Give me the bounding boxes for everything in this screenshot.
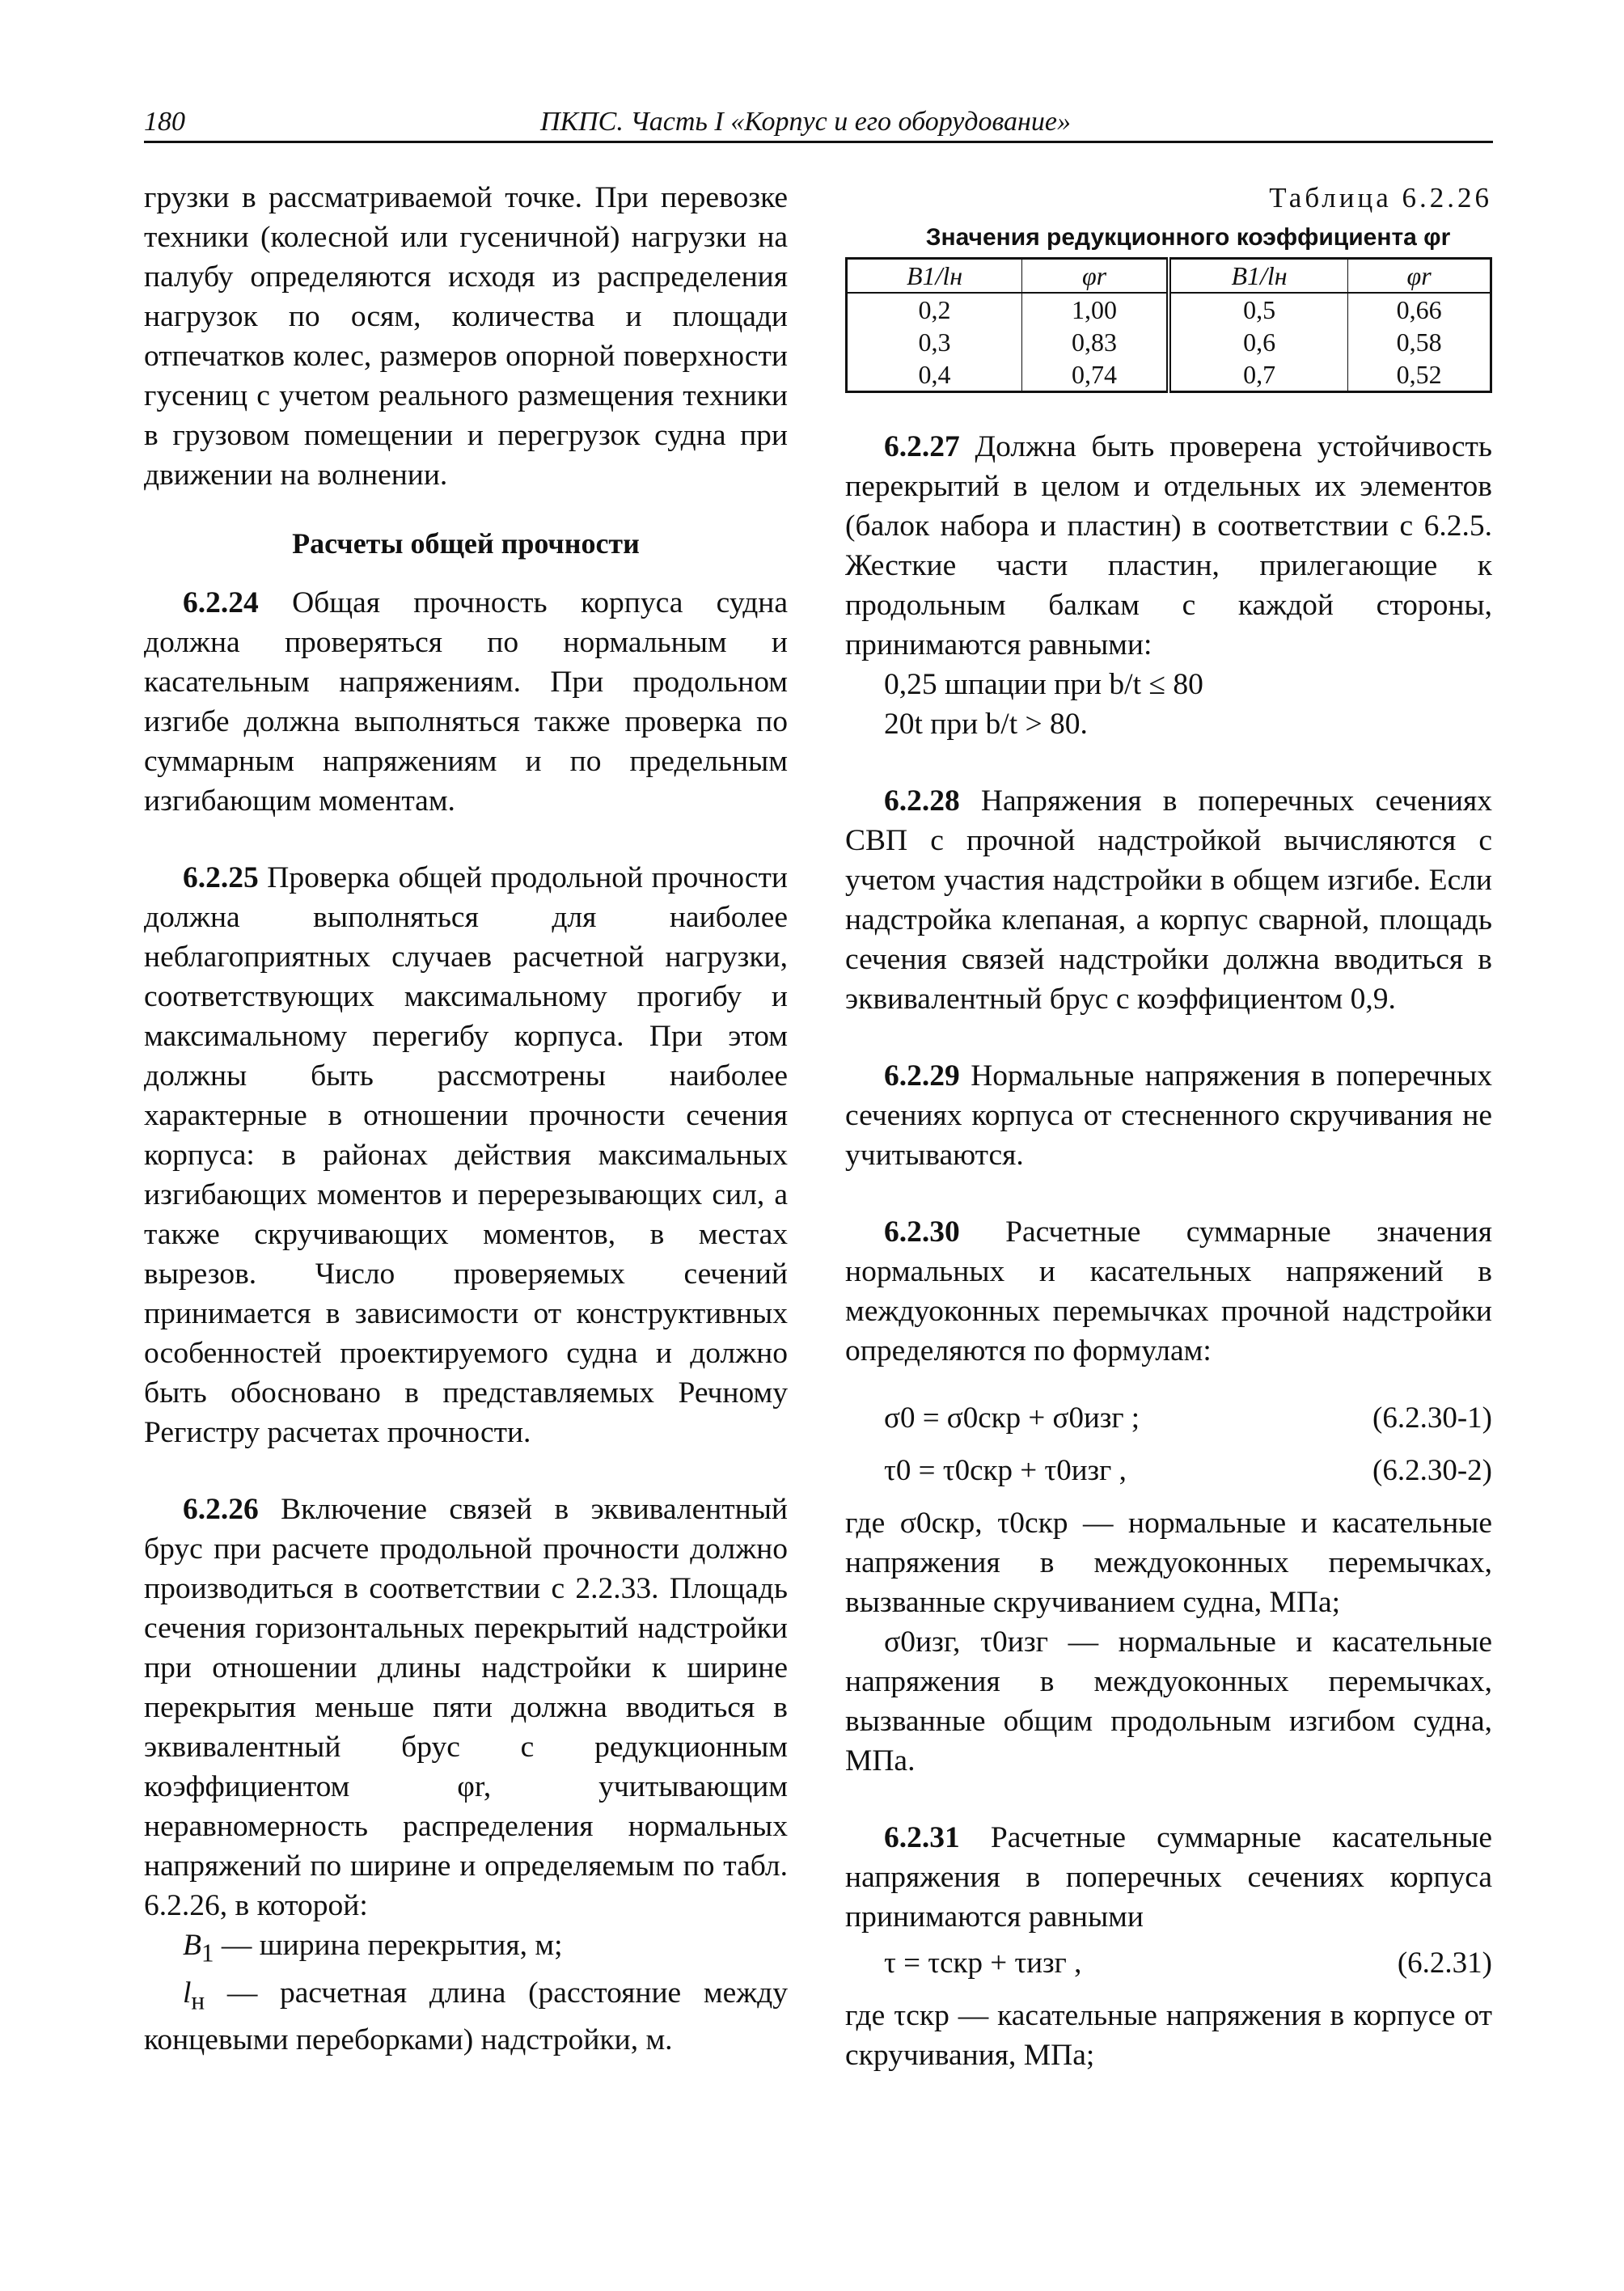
table-header-cell: φr [1348,259,1491,294]
table-title: Значения редукционного коэффициента φr [925,224,1451,251]
table-cell: 0,7 [1169,358,1348,392]
clause-text: Нормальные напряжения в поперечных сечениях корпуса от стесненного скручивания не учитываются. [845,1059,1492,1172]
symbol-subscript: н [191,1986,205,2014]
table-cell: 0,58 [1348,326,1491,358]
clause-number: 6.2.30 [884,1215,960,1249]
right-column [845,178,1492,2075]
paragraph-6-2-27 [845,427,1492,665]
paragraph-continuation: грузки в рассматриваемой точке. При перевозке техники (колесной или гусеничной) нагрузки на палубу определяются исходя из распределения нагрузок по осям, количества и площади отпечатков колес, размеров опорной поверхности гусениц с учетом реального размещения техники в грузовом помещении и перегрузок судна при движении на волнении. [144,181,788,492]
definition-text: — нормальные и касательные напряжения в междуоконных перемычках, вызванные общим продольным изгибом судна, МПа. [845,1625,1492,1777]
formula-6-2-30-2 [845,1451,1492,1490]
paragraph-6-2-24 [144,583,788,821]
clause-text: Расчетные суммарные касательные напряжения в поперечных сечениях корпуса принимаются равными [845,1821,1492,1934]
where-clause [845,1622,1492,1781]
reduction-coefficient-table [845,257,1492,393]
definition-text: — касательные напряжения в корпусе от скручивания, МПа; [845,1999,1492,2072]
definition-text: — нормальные и касательные напряжения в междуоконных перемычках, вызванные скручиванием судна, МПа; [845,1507,1492,1619]
symbol: где σ0скр, τ0скр [845,1507,1068,1540]
clause-text: Проверка общей продольной прочности должна выполняться для наиболее неблагоприятных случаев расчетной нагрузки, соответствующих максимальному прогибу и максимальному перегибу корпуса. При этом должны быть рассмотрены наиболее характерные в отношении прочности сечения корпуса: в районах действия максимальных изгибающих моментов и перерезывающих сил, а также скручивающих моментов, в местах вырезов. Число проверяемых сечений принимается в зависимости от конструктивных особенностей проектируемого судна и должно быть обосновано в представляемых Речному Регистру расчетах прочности. [144,861,788,1449]
table-header-cell: B1/lн [1169,259,1348,294]
where-clause [845,1503,1492,1622]
paragraph-6-2-29 [845,1056,1492,1175]
definition-text: — расчетная длина (расстояние между концевыми переборками) надстройки, м. [144,1976,788,2056]
clause-number: 6.2.24 [183,586,259,619]
paragraph-6-2-28 [845,781,1492,1019]
table-cell: 0,2 [918,295,951,324]
formula-6-2-30-1 [845,1398,1492,1438]
formula-6-2-31 [845,1943,1492,1983]
table-header-row [847,259,1491,294]
formula-expression: τ = τскр + τизг , [884,1947,1082,1980]
clause-text: Должна быть проверена устойчивость перекрытий в целом и отдельных их элементов (балок набора и пластин) в соответствии с 6.2.5. Жесткие части пластин, прилегающие к продольным балкам с каждой стороны, принимаются равными: [845,430,1492,662]
clause-text: Общая прочность корпуса судна должна проверяться по нормальным и касательным напряжениям. При продольном изгибе должна выполняться также проверка по суммарным напряжениям и по предельным изгибающим моментам. [144,586,788,818]
clause-text: Расчетные суммарные значения нормальных и касательных напряжений в междуоконных перемычках прочной надстройки определяются по формулам: [845,1215,1492,1367]
condition-line: 0,25 шпации при b/t ≤ 80 [884,668,1203,701]
table-header-cell: φr [1022,259,1169,294]
clause-number: 6.2.29 [884,1059,960,1093]
formula-expression: τ0 = τ0скр + τ0изг , [884,1454,1127,1487]
table-caption: Таблица 6.2.26 [1269,182,1492,213]
page-number: 180 [144,107,185,137]
paragraph-6-2-31 [845,1818,1492,1937]
table-cell: 0,3 [918,328,951,357]
definition-text: — ширина перекрытия, м; [214,1929,563,1962]
formula-number: (6.2.30-2) [1372,1454,1492,1487]
table-row [847,358,1491,392]
symbol: где τскр [845,1999,949,2032]
formula-number: (6.2.30-1) [1372,1401,1492,1435]
clause-text: Включение связей в эквивалентный брус при расчете продольной прочности должно производиться в соответствии с 2.2.33. Площадь сечения горизонтальных перекрытий надстройки при отношении длины надстройки к ширине перекрытия меньше пяти должна вводиться в эквивалентный брус с редукционным коэффициентом φr, учитывающим неравномерность распределения нормальных напряжений по ширине и определяемым по табл. 6.2.26, в которой: [144,1493,788,1922]
table-header-cell: B1/lн [847,259,1022,294]
clause-number: 6.2.27 [884,430,960,463]
paragraph-6-2-26 [144,1490,788,1925]
clause-number: 6.2.25 [183,861,259,894]
running-title: ПКПС. Часть I «Корпус и его оборудование» [540,107,1071,137]
table-cell: 0,5 [1169,293,1348,326]
table-cell: 0,74 [1022,358,1169,392]
clause-text: Напряжения в поперечных сечениях СВП с прочной надстройкой вычисляются с учетом участия надстройки в общем изгибе. Если надстройка клепаная, а корпус сварной, площадь сечения связей надстройки должна вводиться в эквивалентный брус с коэффициентом 0,9. [845,784,1492,1016]
paragraph-6-2-30 [845,1212,1492,1371]
symbol: σ0изг, τ0изг [884,1625,1049,1659]
formula-expression: σ0 = σ0скр + σ0изг ; [884,1401,1140,1435]
condition-line: 20t при b/t > 80. [884,708,1088,741]
symbol: B [183,1929,201,1962]
table-cell: 0,6 [1169,326,1348,358]
section-heading: Расчеты общей прочности [292,527,640,560]
table-block [845,178,1492,393]
where-clause [845,1996,1492,2075]
table-cell: 0,4 [918,360,951,389]
clause-number: 6.2.26 [183,1493,259,1526]
table-cell: 1,00 [1022,293,1169,326]
clause-number: 6.2.28 [884,784,960,818]
definition-b1 [144,1925,788,1973]
clause-number: 6.2.31 [884,1821,960,1854]
table-cell: 0,66 [1348,293,1491,326]
formula-number: (6.2.31) [1397,1947,1492,1980]
running-header [144,102,1493,142]
table-cell: 0,83 [1022,326,1169,358]
table-cell: 0,52 [1348,358,1491,392]
symbol-subscript: 1 [201,1938,214,1968]
paragraph-6-2-25 [144,858,788,1452]
definition-ln [144,1973,788,2061]
table-row [847,293,1491,326]
table-row [847,326,1491,358]
symbol: l [183,1976,192,2010]
header-rule [144,141,1493,143]
left-column [144,178,788,2060]
